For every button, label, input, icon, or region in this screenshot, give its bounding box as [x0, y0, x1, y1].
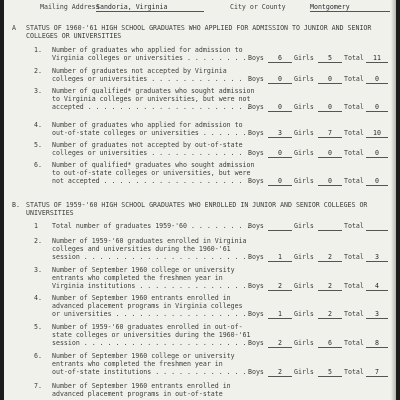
- item-number: 2.: [34, 237, 42, 245]
- total-label: Total: [344, 75, 364, 83]
- total-label: Total: [344, 368, 364, 376]
- item-values: [248, 149, 388, 158]
- total-label: Total: [344, 103, 364, 111]
- item-text: Number of graduates who applied for admission to out-of-state colleges or universities . . . . . .: [52, 121, 247, 138]
- item-number: 7.: [34, 382, 42, 390]
- girls-label: Girls: [294, 368, 314, 376]
- boys-field[interactable]: 0: [268, 75, 292, 84]
- total-label: Total: [344, 129, 364, 137]
- item-text: Number of September 1960 college or university entrants who completed the freshmen year in out-of-state institutions . . . . . . . . . . . .: [52, 352, 247, 377]
- section-a-title: STATUS OF 1960-'61 HIGH SCHOOL GRADUATES WHO APPLIED FOR ADMISSION TO JUNIOR AND SENIOR COLLEGES OR UNIVERSITIES: [26, 24, 372, 41]
- girls-field[interactable]: 2: [318, 253, 342, 262]
- total-field[interactable]: 3: [366, 310, 388, 319]
- total-label: Total: [344, 310, 364, 318]
- item-number: 6.: [34, 161, 42, 169]
- item-number: 5.: [34, 323, 42, 331]
- mailing-address-value: Sandoria, Virginia: [96, 3, 204, 12]
- girls-field[interactable]: 0: [318, 103, 342, 112]
- item-number: 5.: [34, 141, 42, 149]
- boys-field[interactable]: 2: [268, 282, 292, 291]
- girls-field[interactable]: 6: [318, 339, 342, 348]
- item-text: Number of graduates not accepted by Virginia colleges or universities . . . . . . . . . . . .: [52, 67, 243, 84]
- total-field[interactable]: [366, 222, 388, 231]
- boys-label: Boys: [248, 368, 264, 376]
- section-a-letter: A: [12, 24, 16, 32]
- item-values: [248, 103, 388, 112]
- girls-field[interactable]: 7: [318, 129, 342, 138]
- girls-field[interactable]: 2: [318, 282, 342, 291]
- boys-field[interactable]: 6: [268, 54, 292, 63]
- boys-label: Boys: [248, 177, 264, 185]
- total-field[interactable]: 4: [366, 282, 388, 291]
- girls-label: Girls: [294, 282, 314, 290]
- girls-field[interactable]: 5: [318, 368, 342, 377]
- girls-field[interactable]: 0: [318, 177, 342, 186]
- item-values: [248, 54, 388, 63]
- item-text: Number of graduates not accepted by out-of-state colleges or universities . . . . . . . . . . . .: [52, 141, 243, 158]
- item-number: 4.: [34, 121, 42, 129]
- item-values: [248, 129, 388, 138]
- boys-field[interactable]: 1: [268, 310, 292, 319]
- item-values: [248, 253, 388, 262]
- item-values: [248, 177, 388, 186]
- boys-field[interactable]: 2: [268, 339, 292, 348]
- girls-label: Girls: [294, 253, 314, 261]
- total-field[interactable]: 7: [366, 368, 388, 377]
- girls-field[interactable]: 0: [318, 149, 342, 158]
- total-field[interactable]: 0: [366, 75, 388, 84]
- total-label: Total: [344, 54, 364, 62]
- item-text: Number of graduates who applied for admission to Virginia colleges or universities . . . . . . . .: [52, 46, 247, 63]
- item-number: 3.: [34, 87, 42, 95]
- item-text: Number of September 1960 college or university entrants who completed the freshmen year in Virginia institutions . . . . . . . . . . . . . .: [52, 266, 247, 291]
- total-field[interactable]: 0: [366, 149, 388, 158]
- mailing-address-label: Mailing Address: [40, 3, 100, 11]
- girls-field[interactable]: 2: [318, 310, 342, 319]
- item-values: [248, 339, 388, 348]
- girls-label: Girls: [294, 75, 314, 83]
- item-text: Number of September 1960 entrants enrolled in advanced placement programs in out-of-state: [52, 382, 231, 399]
- item-values: [248, 222, 388, 231]
- total-label: Total: [344, 222, 364, 230]
- girls-label: Girls: [294, 177, 314, 185]
- boys-field[interactable]: 1: [268, 253, 292, 262]
- boys-field[interactable]: 0: [268, 103, 292, 112]
- girls-field[interactable]: 5: [318, 54, 342, 63]
- boys-label: Boys: [248, 282, 264, 290]
- city-county-label: City or County: [230, 3, 286, 11]
- total-label: Total: [344, 282, 364, 290]
- boys-field[interactable]: 0: [268, 177, 292, 186]
- total-field[interactable]: 10: [366, 129, 388, 138]
- total-label: Total: [344, 149, 364, 157]
- item-text: Number of qualified* graduates who sought admission to out-of-state colleges or universities, but were not accepted . . . . . . . . . . . . . . . . . .: [52, 161, 255, 186]
- boys-field[interactable]: 2: [268, 368, 292, 377]
- address-line: [40, 3, 386, 12]
- boys-label: Boys: [248, 103, 264, 111]
- item-values: [248, 310, 388, 319]
- total-field[interactable]: 0: [366, 103, 388, 112]
- boys-field[interactable]: 3: [268, 129, 292, 138]
- item-number: 4.: [34, 294, 42, 302]
- girls-label: Girls: [294, 339, 314, 347]
- item-text: Number of 1959-'60 graduates enrolled in out-of- state colleges or universities during the 1960-'61 session . . . . . . . . . . . . . . . . . . . . .: [52, 323, 251, 348]
- girls-label: Girls: [294, 103, 314, 111]
- boys-label: Boys: [248, 129, 264, 137]
- item-number: 1.: [34, 46, 42, 54]
- section-b-title: STATUS OF 1959-'60 HIGH SCHOOL GRADUATES WHO ENROLLED IN JUNIOR AND SENIOR COLLEGES OR UNIVERSITIES: [26, 201, 368, 218]
- item-number: 2.: [34, 67, 42, 75]
- city-county-value: Montgomery: [310, 3, 390, 12]
- item-number: 3.: [34, 266, 42, 274]
- item-number: 6.: [34, 352, 42, 360]
- boys-label: Boys: [248, 149, 264, 157]
- item-number: 1: [34, 222, 38, 230]
- girls-label: Girls: [294, 310, 314, 318]
- section-b-letter: B.: [12, 201, 20, 209]
- item-text: Number of qualified* graduates who sought admission to Virginia colleges or universities, but were not accepted . . . . . . . . . . . . . . . . . . . . .: [52, 87, 255, 112]
- total-label: Total: [344, 177, 364, 185]
- form-page: [4, 0, 396, 400]
- boys-label: Boys: [248, 54, 264, 62]
- total-field[interactable]: 0: [366, 177, 388, 186]
- total-field[interactable]: 11: [366, 54, 388, 63]
- item-text: Number of September 1960 entrants enrolled in advanced placement programs in Virginia colleges or universities . . . . . . . . . . . . . . . . .: [52, 294, 247, 319]
- girls-label: Girls: [294, 54, 314, 62]
- girls-field[interactable]: [318, 222, 342, 231]
- boys-field[interactable]: 0: [268, 149, 292, 158]
- boys-label: Boys: [248, 310, 264, 318]
- total-field[interactable]: 8: [366, 339, 388, 348]
- boys-field[interactable]: [268, 222, 292, 231]
- boys-label: Boys: [248, 75, 264, 83]
- girls-label: Girls: [294, 129, 314, 137]
- item-values: [248, 368, 388, 377]
- item-text: Total number of graduates 1959-'60 . . . . . . . .: [52, 222, 251, 230]
- boys-label: Boys: [248, 339, 264, 347]
- total-field[interactable]: 3: [366, 253, 388, 262]
- total-label: Total: [344, 339, 364, 347]
- item-text: Number of 1959-'60 graduates enrolled in Virginia colleges and universities during the 1960-'61 session . . . . . . . . . . . . . . . . . . . . .: [52, 237, 247, 262]
- girls-label: Girls: [294, 222, 314, 230]
- item-values: [248, 75, 388, 84]
- total-label: Total: [344, 253, 364, 261]
- girls-field[interactable]: 0: [318, 75, 342, 84]
- item-values: [248, 282, 388, 291]
- boys-label: Boys: [248, 253, 264, 261]
- boys-label: Boys: [248, 222, 264, 230]
- page-edge-shadow: [391, 0, 396, 400]
- girls-label: Girls: [294, 149, 314, 157]
